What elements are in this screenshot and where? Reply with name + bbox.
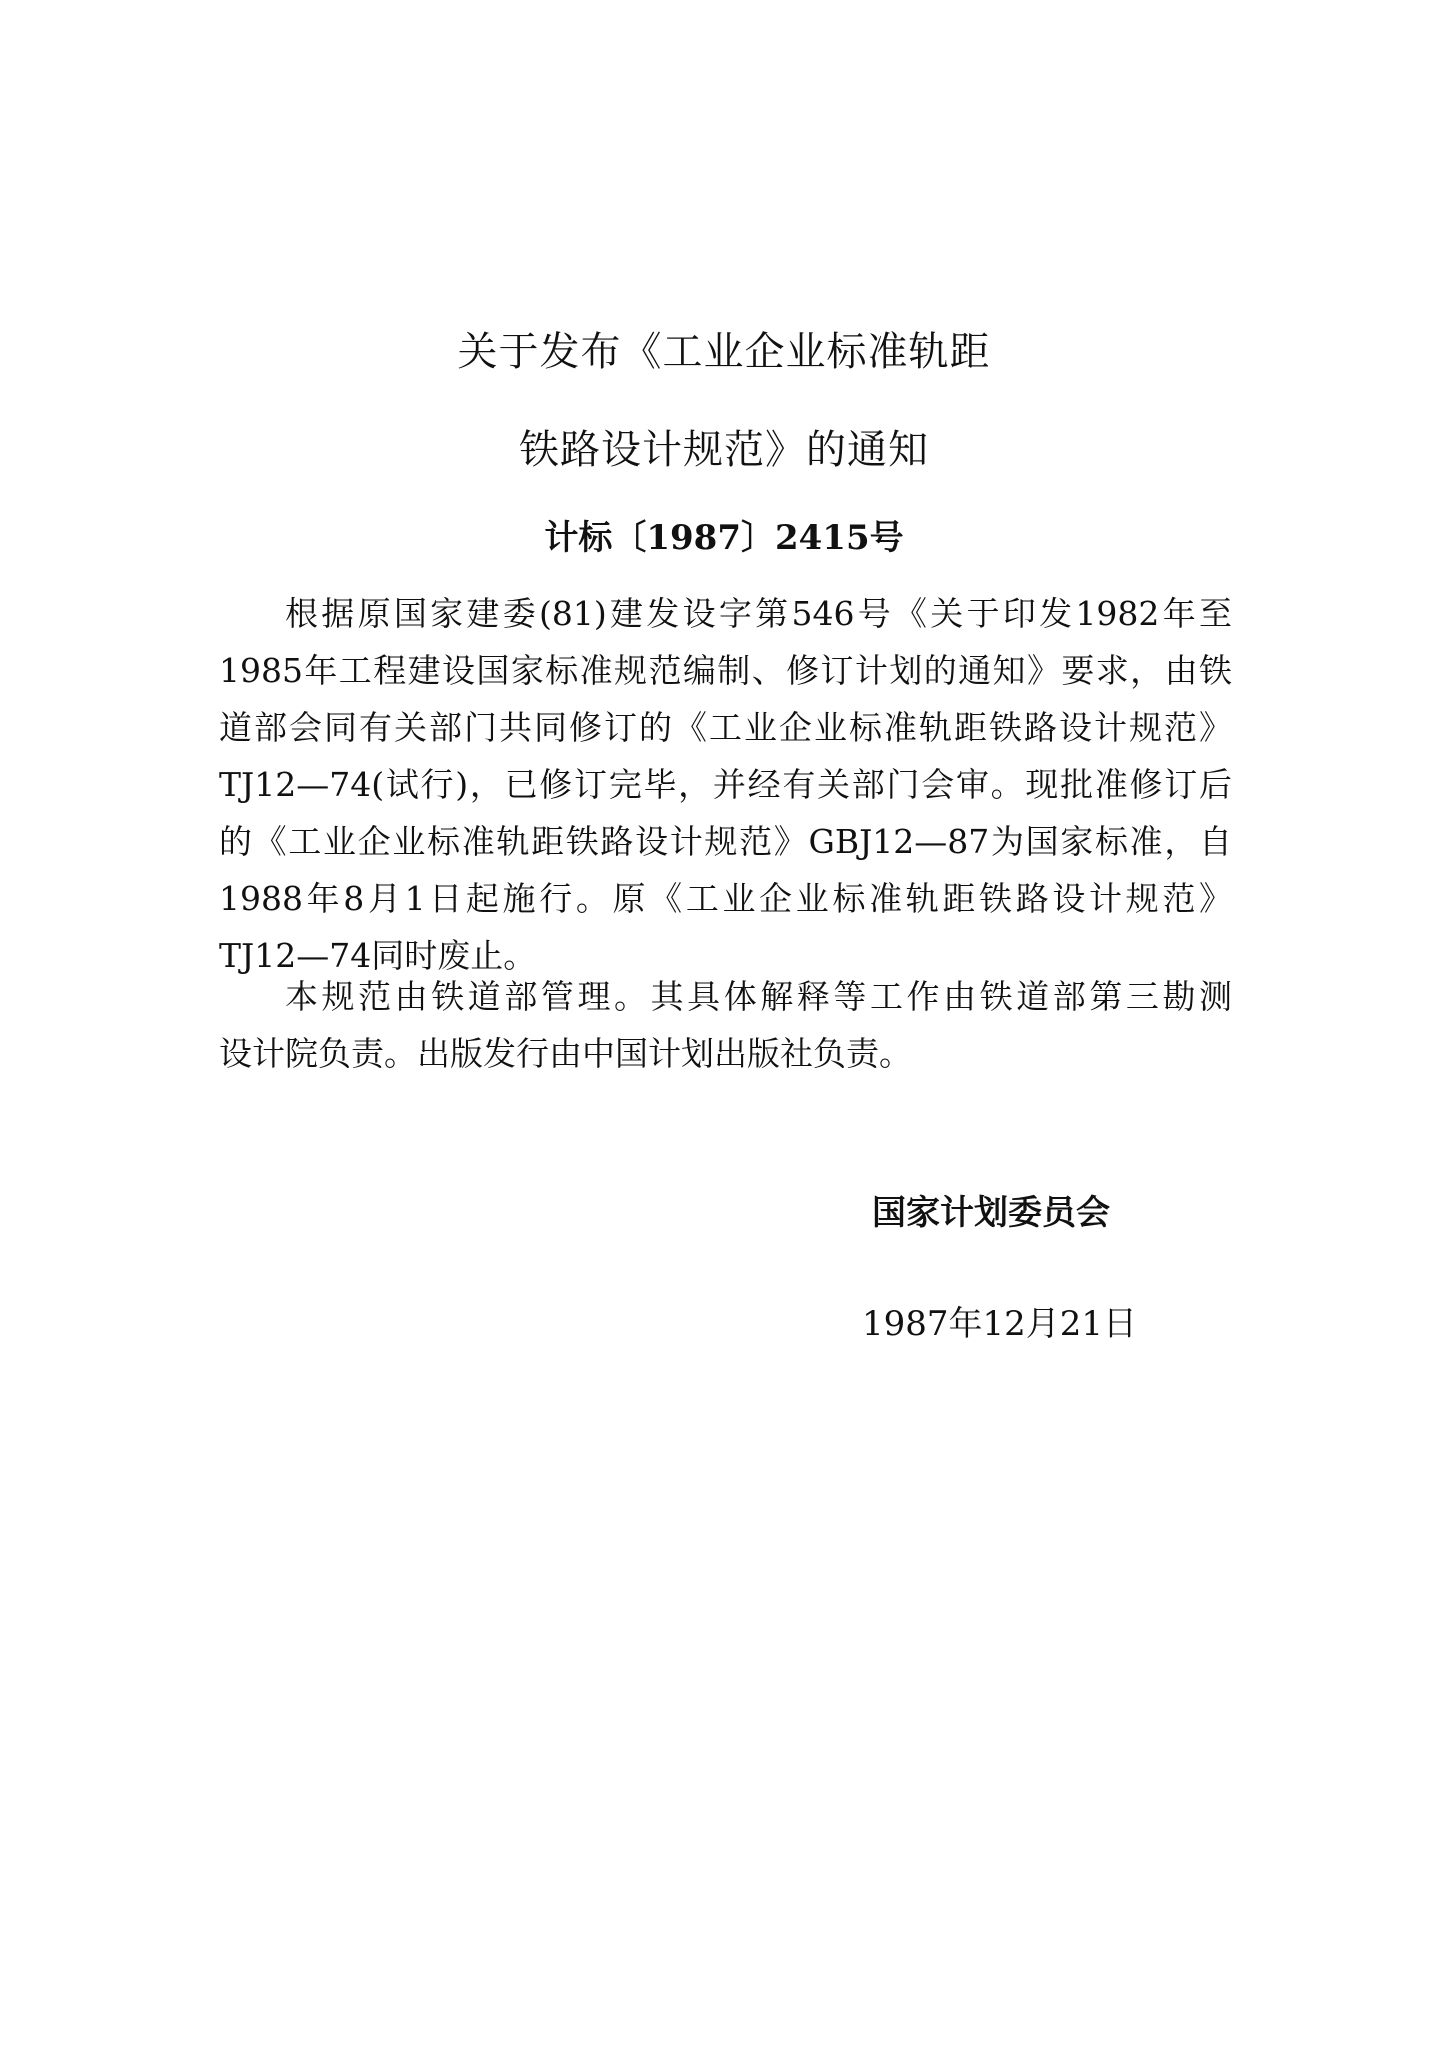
- paragraph-2-line: 设计院负责。出版发行由中国计划出版社负责。: [219, 1034, 912, 1073]
- paragraph-1-line: TJ12—74同时废止。: [219, 936, 537, 975]
- paragraph-1-line: TJ12—74(试行)，已修订完毕，并经有关部门会审。现批准修订后: [219, 765, 1232, 804]
- notice-title-line-1: 关于发布《工业企业标准轨距: [457, 329, 991, 375]
- paragraph-1-line: 道部会同有关部门共同修订的《工业企业标准轨距铁路设计规范》: [219, 708, 1232, 747]
- paragraph-1-line: 的《工业企业标准轨距铁路设计规范》GBJ12—87为国家标准，自: [219, 822, 1232, 861]
- document-number: 计标〔1987〕2415号: [544, 518, 904, 558]
- paragraph-1-line: 1988年8月1日起施行。原《工业企业标准轨距铁路设计规范》: [219, 879, 1232, 918]
- paragraph-2: [219, 968, 1232, 1082]
- paragraph-1: [219, 585, 1232, 984]
- issue-date: 1987年12月21日: [862, 1304, 1138, 1344]
- issuing-organization: 国家计划委员会: [872, 1193, 1110, 1233]
- paragraph-2-line: 本规范由铁道部管理。其具体解释等工作由铁道部第三勘测: [285, 977, 1232, 1016]
- paragraph-1-line: 1985年工程建设国家标准规范编制、修订计划的通知》要求，由铁: [219, 651, 1232, 690]
- notice-title-line-2: 铁路设计规范》的通知: [519, 427, 929, 473]
- paragraph-1-line: 根据原国家建委(81)建发设字第546号《关于印发1982年至: [285, 594, 1232, 633]
